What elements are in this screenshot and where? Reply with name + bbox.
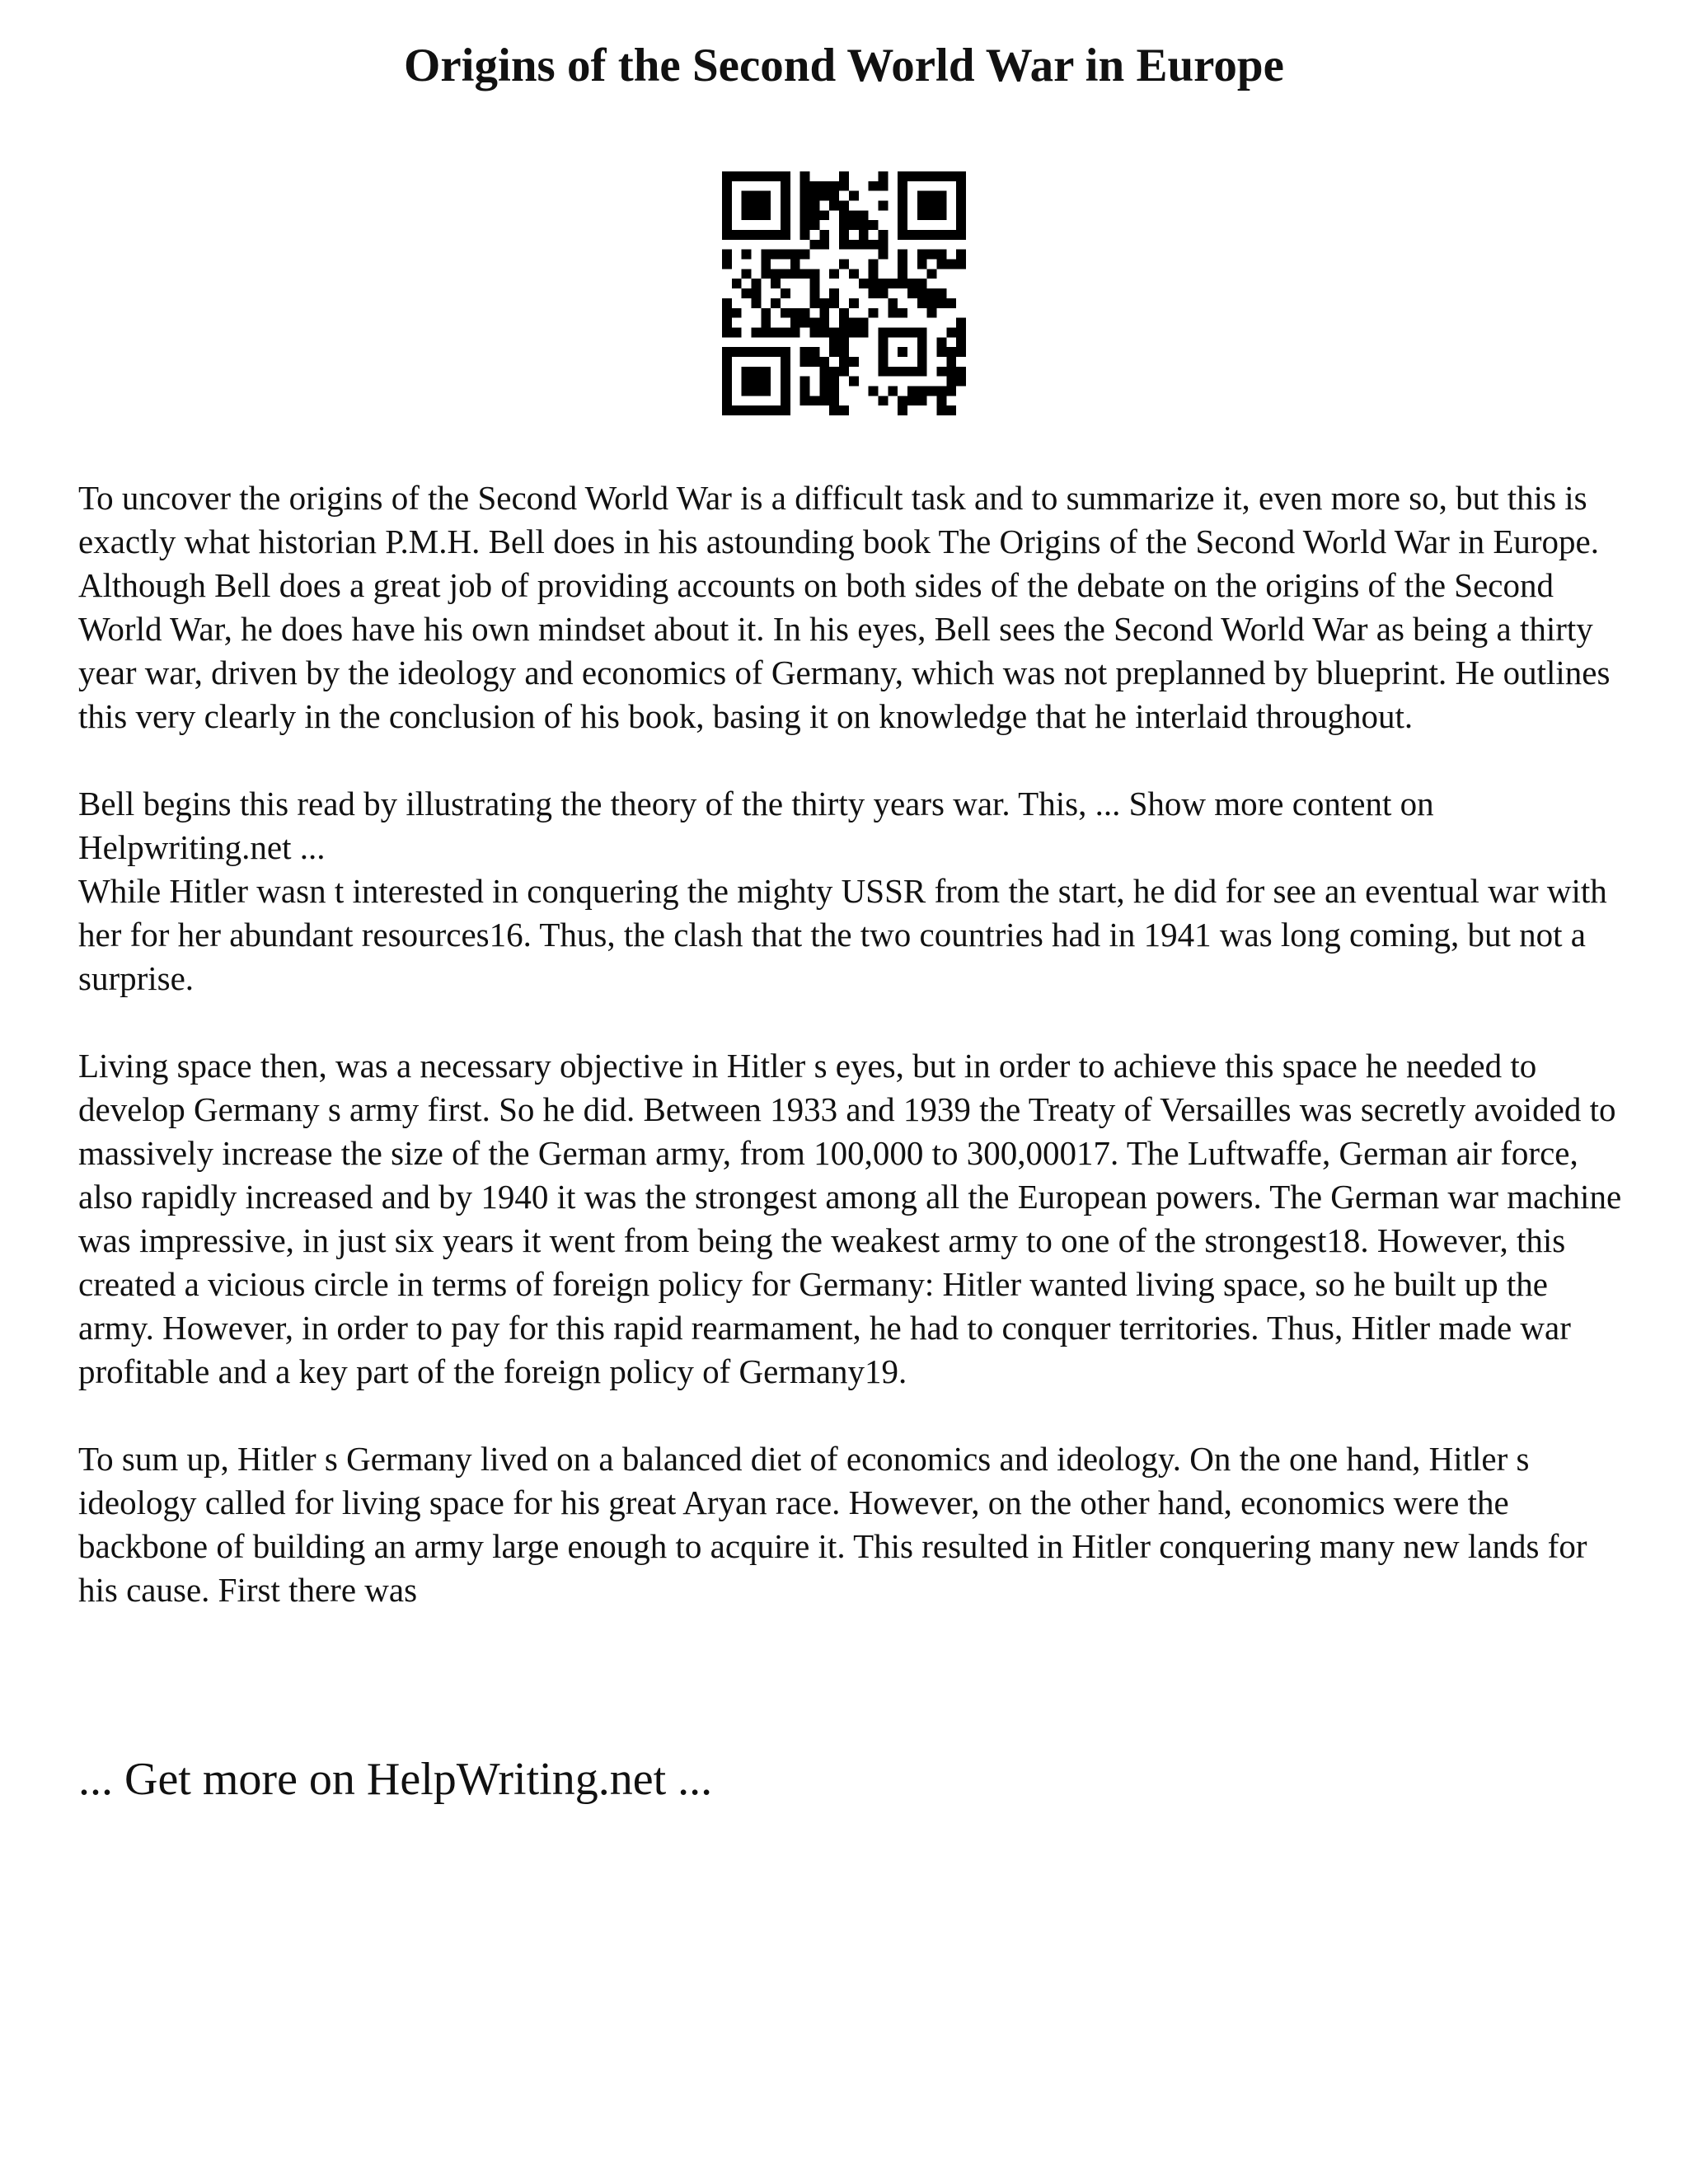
qr-code-icon[interactable] [722,171,966,415]
get-more-link[interactable]: ... Get more on HelpWriting.net ... [78,1754,713,1805]
qr-code-graphic [722,171,966,415]
paragraph-living-space: Living space then, was a necessary objective in Hitler s eyes, but in order to achieve this space he needed to develop Germany s army first. So he did. Between 1933 and 1939 the Treaty of Versailles was secretly avoided to massively increase the size of the German army, from 100,000 to 300,00017. The Luftwaffe, German air force, also rapidly increased and by 1940 it was the strongest among all the European powers. The German war machine was impressive, in just six years it went from being the weakest army to one of the strongest18. However, this created a vicious circle in terms of foreign policy for Germany: Hitler wanted living space, so he built up the army. However, in order to pay for this rapid rearmament, he had to conquer territories. Thus, Hitler made war profitable and a key part of the foreign policy of Germany19. [78,1047,1622,1390]
paragraph-intro: To uncover the origins of the Second World War is a difficult task and to summarize it, even more so, but this is exactly what historian P.M.H. Bell does in his astounding book The Origins of the Second World War in Europe. Although Bell does a great job of providing accounts on both sides of the debate on the origins of the Second World War, he does have his own mindset about it. In his eyes, Bell sees the Second World War as being a thirty year war, driven by the ideology and economics of Germany, which was not preplanned by blueprint. He outlines this very clearly in the conclusion of his book, basing it on knowledge that he interlaid throughout. [78,479,1611,735]
paragraph-show-more: Bell begins this read by illustrating the theory of the thirty years war. This, ... Show more content on Helpwriting.net ... [78,785,1434,866]
paragraph-sum-up: To sum up, Hitler s Germany lived on a balanced diet of economics and ideology. On the one hand, Hitler s ideology called for living space for his great Aryan race. However, on the other hand, economics were the backbone of building an army large enough to acquire it. This resulted in Hitler conquering many new lands for his cause. First there was [78,1440,1587,1609]
article-body [78,476,1628,1612]
paragraph-ussr: While Hitler wasn t interested in conquering the mighty USSR from the start, he did for see an eventual war with her for her abundant resources16. Thus, the clash that the two countries had in 1941 was long coming, but not a surprise. [78,872,1607,997]
page-title: Origins of the Second World War in Europe [404,40,1284,91]
